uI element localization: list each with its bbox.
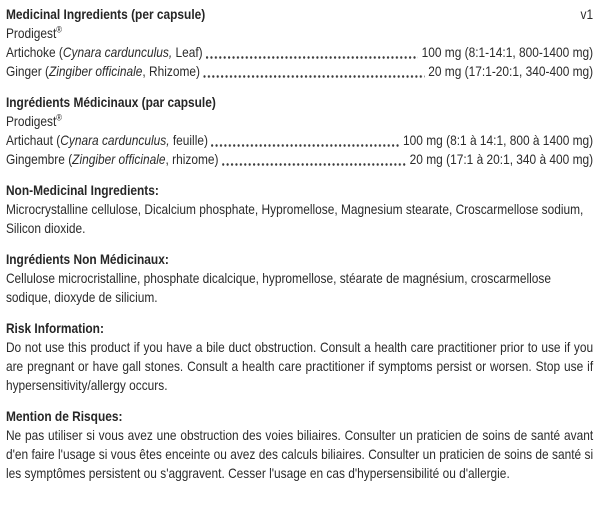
nonmedicinal-fr-heading: Ingrédients Non Médicinaux: bbox=[5, 251, 169, 267]
species-name: Cynara cardunculus, bbox=[60, 132, 170, 148]
registered-trademark-symbol: ® bbox=[56, 24, 62, 35]
ingredient-row bbox=[6, 150, 593, 169]
dot-leader bbox=[211, 144, 399, 147]
ingredient-name-prefix: Ginger ( bbox=[5, 63, 49, 79]
ingredient-name-prefix: Artichaut ( bbox=[5, 132, 61, 148]
risk-fr-heading: Mention de Risques: bbox=[5, 408, 123, 424]
ingredient-amount: 100 mg (8:1-14:1, 800-1400 mg) bbox=[421, 44, 594, 60]
ingredient-name bbox=[6, 62, 200, 81]
ingredient-row bbox=[6, 131, 593, 150]
medicinal-en-heading: Medicinal Ingredients (per capsule) bbox=[5, 6, 206, 22]
brand-name: Prodigest bbox=[5, 113, 57, 129]
risk-en-body: Do not use this product if you have a bile duct obstruction. Consult a health care practitioner prior to use if you are pregnant or have gall stones. Consult a health care practitioner if symptoms persist or worsen. Stop use if hypersensitivity/allergy occurs. bbox=[5, 339, 594, 393]
ingredient-amount: 100 mg (8:1 à 14:1, 800 à 1400 mg) bbox=[403, 132, 594, 148]
species-name: Zingiber officinale bbox=[48, 63, 143, 79]
nonmedicinal-en-heading: Non-Medicinal Ingredients: bbox=[5, 182, 159, 198]
section-risk-en bbox=[6, 319, 593, 395]
dot-leader bbox=[203, 75, 424, 78]
medicinal-en-header-row bbox=[6, 5, 593, 24]
nonmedicinal-en-body: Microcrystalline cellulose, Dicalcium phosphate, Hypromellose, Magnesium stearate, Croscarmellose sodium, Silicon dioxide. bbox=[5, 201, 584, 236]
ingredient-amount: 20 mg (17:1-20:1, 340-400 mg) bbox=[428, 63, 594, 79]
ingredient-name-prefix: Gingembre ( bbox=[5, 151, 73, 167]
section-medicinal-en bbox=[6, 5, 593, 81]
dot-leader bbox=[206, 56, 418, 59]
species-name: Cynara cardunculus, bbox=[62, 44, 173, 60]
version-label: v1 bbox=[580, 6, 594, 22]
section-medicinal-fr bbox=[6, 93, 593, 169]
ingredient-row bbox=[6, 62, 593, 81]
risk-en-heading: Risk Information: bbox=[5, 320, 104, 336]
medicinal-fr-heading: Ingrédients Médicinaux (par capsule) bbox=[5, 94, 216, 110]
ingredient-name bbox=[6, 150, 219, 169]
section-nonmedicinal-fr bbox=[6, 250, 593, 307]
species-name: Zingiber officinale bbox=[72, 151, 166, 167]
dot-leader bbox=[222, 163, 406, 166]
risk-fr-body: Ne pas utiliser si vous avez une obstruction des voies biliaires. Consulter un praticien de soins de santé avant d'en faire l'usage si vous êtes enceinte ou avez des calculs biliaires. Consulter un praticien de soins de santé si les symptômes persistent ou s'aggravent. Cesser l'usage en cas d'hypersensibilité ou d'allergie. bbox=[5, 427, 594, 481]
section-risk-fr bbox=[6, 407, 593, 483]
registered-trademark-symbol: ® bbox=[56, 112, 62, 123]
ingredient-amount: 20 mg (17:1 à 20:1, 340 à 400 mg) bbox=[409, 151, 594, 167]
ingredient-name bbox=[6, 131, 208, 150]
nonmedicinal-fr-body: Cellulose microcristalline, phosphate dicalcique, hypromellose, stéarate de magnésium, croscarmellose sodique, dioxyde de silicium. bbox=[5, 270, 551, 305]
brand-name: Prodigest bbox=[5, 25, 57, 41]
ingredient-name-suffix: , Rhizome) bbox=[142, 63, 200, 79]
section-nonmedicinal-en bbox=[6, 181, 593, 238]
brand-line bbox=[6, 24, 593, 43]
ingredient-name-prefix: Artichoke ( bbox=[5, 44, 63, 60]
ingredient-row bbox=[6, 43, 593, 62]
ingredient-name-suffix: Leaf) bbox=[172, 44, 203, 60]
ingredient-name-suffix: , rhizome) bbox=[165, 151, 219, 167]
ingredient-name bbox=[6, 43, 203, 62]
ingredient-name-suffix: feuille) bbox=[169, 132, 208, 148]
brand-line bbox=[6, 112, 593, 131]
